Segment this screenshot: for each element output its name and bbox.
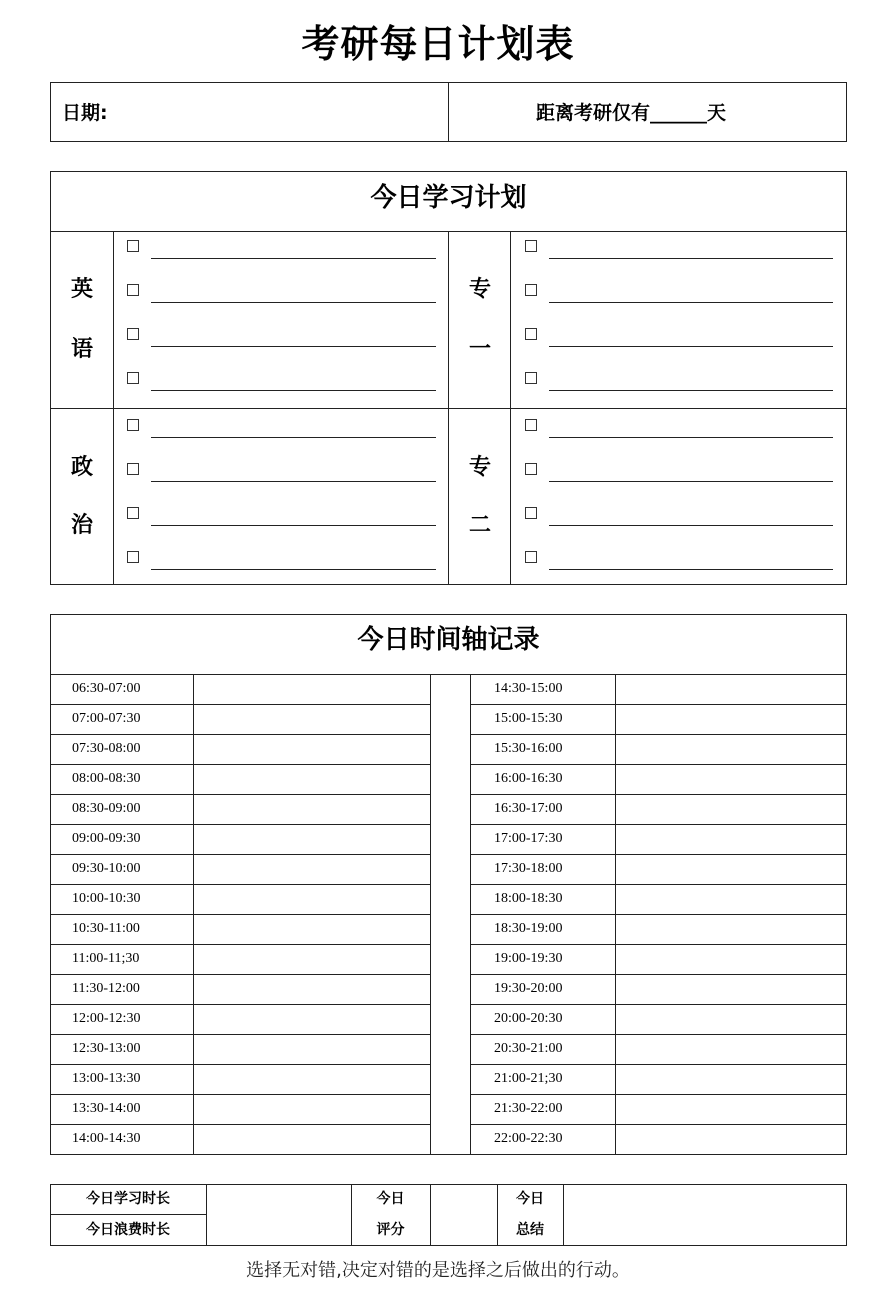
- task-checkbox[interactable]: [127, 551, 139, 563]
- time-slot-label: 19:00-19:30: [494, 951, 563, 966]
- task-line[interactable]: [151, 569, 436, 570]
- task-checkbox[interactable]: [525, 507, 537, 519]
- time-slot-field[interactable]: [194, 764, 430, 794]
- time-slot-field[interactable]: [616, 1004, 846, 1034]
- time-slot-label: 20:30-21:00: [494, 1041, 563, 1056]
- summary-label-line1: 今日: [516, 1191, 544, 1207]
- time-slot-field[interactable]: [194, 914, 430, 944]
- time-slot-field[interactable]: [194, 854, 430, 884]
- subject-major1-char1: 专: [468, 277, 491, 302]
- task-checkbox[interactable]: [525, 284, 537, 296]
- time-slot-label: 20:00-20:30: [494, 1011, 563, 1026]
- task-checkbox[interactable]: [525, 551, 537, 563]
- time-slot-label: 11:00-11;30: [72, 951, 140, 966]
- time-slot-label: 13:00-13:30: [72, 1071, 141, 1086]
- time-slot-label: 07:00-07:30: [72, 711, 141, 726]
- task-line[interactable]: [151, 525, 436, 526]
- time-slot-field[interactable]: [194, 674, 430, 704]
- time-slot-field[interactable]: [616, 824, 846, 854]
- task-checkbox[interactable]: [525, 372, 537, 384]
- task-line[interactable]: [151, 258, 436, 259]
- time-slot-label: 07:30-08:00: [72, 741, 141, 756]
- time-slot-field[interactable]: [616, 1034, 846, 1064]
- time-slot-label: 22:00-22:30: [494, 1131, 563, 1146]
- time-slot-field[interactable]: [616, 674, 846, 704]
- subject-english-char2: 语: [70, 337, 93, 362]
- time-slot-field[interactable]: [194, 944, 430, 974]
- time-slot-label: 16:00-16:30: [494, 771, 563, 786]
- task-line[interactable]: [151, 481, 436, 482]
- task-checkbox[interactable]: [127, 240, 139, 252]
- time-slot-label: 10:30-11:00: [72, 921, 140, 936]
- time-slot-field[interactable]: [616, 704, 846, 734]
- time-slot-label: 12:30-13:00: [72, 1041, 141, 1056]
- task-checkbox[interactable]: [127, 328, 139, 340]
- time-slot-field[interactable]: [194, 794, 430, 824]
- time-slot-label: 15:30-16:00: [494, 741, 563, 756]
- time-slot-field[interactable]: [616, 944, 846, 974]
- score-label-line1: 今日: [376, 1191, 405, 1207]
- footer-quote: 选择无对错,决定对错的是选择之后做出的行动。: [246, 1260, 630, 1281]
- time-slot-label: 12:00-12:30: [72, 1011, 141, 1026]
- task-checkbox[interactable]: [525, 328, 537, 340]
- time-slot-field[interactable]: [616, 764, 846, 794]
- timeline-title: 今日时间轴记录: [357, 625, 540, 655]
- time-slot-field[interactable]: [616, 734, 846, 764]
- time-slot-field[interactable]: [194, 1124, 430, 1154]
- time-slot-label: 17:00-17:30: [494, 831, 563, 846]
- task-line[interactable]: [549, 302, 833, 303]
- subject-major2-char1: 专: [468, 455, 491, 480]
- time-slot-field[interactable]: [616, 1124, 846, 1154]
- time-slot-label: 09:30-10:00: [72, 861, 141, 876]
- subject-politics-char1: 政: [70, 455, 93, 480]
- task-line[interactable]: [549, 390, 833, 391]
- time-slot-label: 14:00-14:30: [72, 1131, 141, 1146]
- study-time-label: 今日学习时长: [86, 1191, 170, 1207]
- time-slot-field[interactable]: [194, 1004, 430, 1034]
- time-slot-field[interactable]: [616, 1064, 846, 1094]
- task-line[interactable]: [549, 258, 833, 259]
- time-slot-field[interactable]: [194, 824, 430, 854]
- time-slot-field[interactable]: [616, 794, 846, 824]
- task-checkbox[interactable]: [525, 463, 537, 475]
- time-slot-field[interactable]: [194, 884, 430, 914]
- task-line[interactable]: [549, 569, 833, 570]
- time-slot-label: 21:00-21;30: [494, 1071, 563, 1086]
- subject-politics-char2: 治: [70, 513, 93, 538]
- study-plan-title: 今日学习计划: [370, 183, 527, 213]
- time-slot-field[interactable]: [616, 1094, 846, 1124]
- time-slot-label: 21:30-22:00: [494, 1101, 563, 1116]
- task-checkbox[interactable]: [127, 507, 139, 519]
- time-slot-label: 08:30-09:00: [72, 801, 141, 816]
- time-slot-label: 18:30-19:00: [494, 921, 563, 936]
- page-title: 考研每日计划表: [301, 22, 575, 66]
- time-slot-label: 18:00-18:30: [494, 891, 563, 906]
- time-slot-field[interactable]: [194, 1064, 430, 1094]
- task-line[interactable]: [151, 437, 436, 438]
- task-line[interactable]: [549, 481, 833, 482]
- time-slot-label: 13:30-14:00: [72, 1101, 141, 1116]
- time-slot-label: 06:30-07:00: [72, 681, 141, 696]
- task-line[interactable]: [151, 346, 436, 347]
- time-slot-field[interactable]: [616, 914, 846, 944]
- waste-time-label: 今日浪费时长: [86, 1222, 170, 1238]
- time-slot-label: 09:00-09:30: [72, 831, 141, 846]
- task-checkbox[interactable]: [525, 419, 537, 431]
- time-slot-label: 17:30-18:00: [494, 861, 563, 876]
- time-slot-label: 15:00-15:30: [494, 711, 563, 726]
- task-line[interactable]: [151, 302, 436, 303]
- task-checkbox[interactable]: [127, 419, 139, 431]
- task-checkbox[interactable]: [127, 284, 139, 296]
- subject-major1-char2: 一: [468, 337, 491, 362]
- subject-english-char1: 英: [70, 277, 93, 302]
- score-label-line2: 评分: [376, 1222, 405, 1238]
- task-checkbox[interactable]: [127, 463, 139, 475]
- summary-label-line2: 总结: [516, 1222, 544, 1238]
- time-slot-field[interactable]: [616, 884, 846, 914]
- time-slot-field[interactable]: [616, 854, 846, 884]
- time-slot-field[interactable]: [194, 1094, 430, 1124]
- time-slot-field[interactable]: [194, 734, 430, 764]
- time-slot-field[interactable]: [616, 974, 846, 1004]
- date-label: 日期:: [62, 102, 108, 124]
- task-line[interactable]: [549, 346, 833, 347]
- time-slot-field[interactable]: [194, 974, 430, 1004]
- time-slot-label: 11:30-12:00: [72, 981, 140, 996]
- countdown-label: 距离考研仅有______天: [536, 102, 727, 124]
- time-slot-label: 08:00-08:30: [72, 771, 141, 786]
- task-line[interactable]: [549, 525, 833, 526]
- time-slot-label: 14:30-15:00: [494, 681, 563, 696]
- time-slot-label: 10:00-10:30: [72, 891, 141, 906]
- time-slot-field[interactable]: [194, 704, 430, 734]
- time-slot-field[interactable]: [194, 1034, 430, 1064]
- task-checkbox[interactable]: [127, 372, 139, 384]
- time-slot-label: 19:30-20:00: [494, 981, 563, 996]
- task-checkbox[interactable]: [525, 240, 537, 252]
- task-line[interactable]: [549, 437, 833, 438]
- subject-major2-char2: 二: [468, 513, 491, 538]
- task-line[interactable]: [151, 390, 436, 391]
- time-slot-label: 16:30-17:00: [494, 801, 563, 816]
